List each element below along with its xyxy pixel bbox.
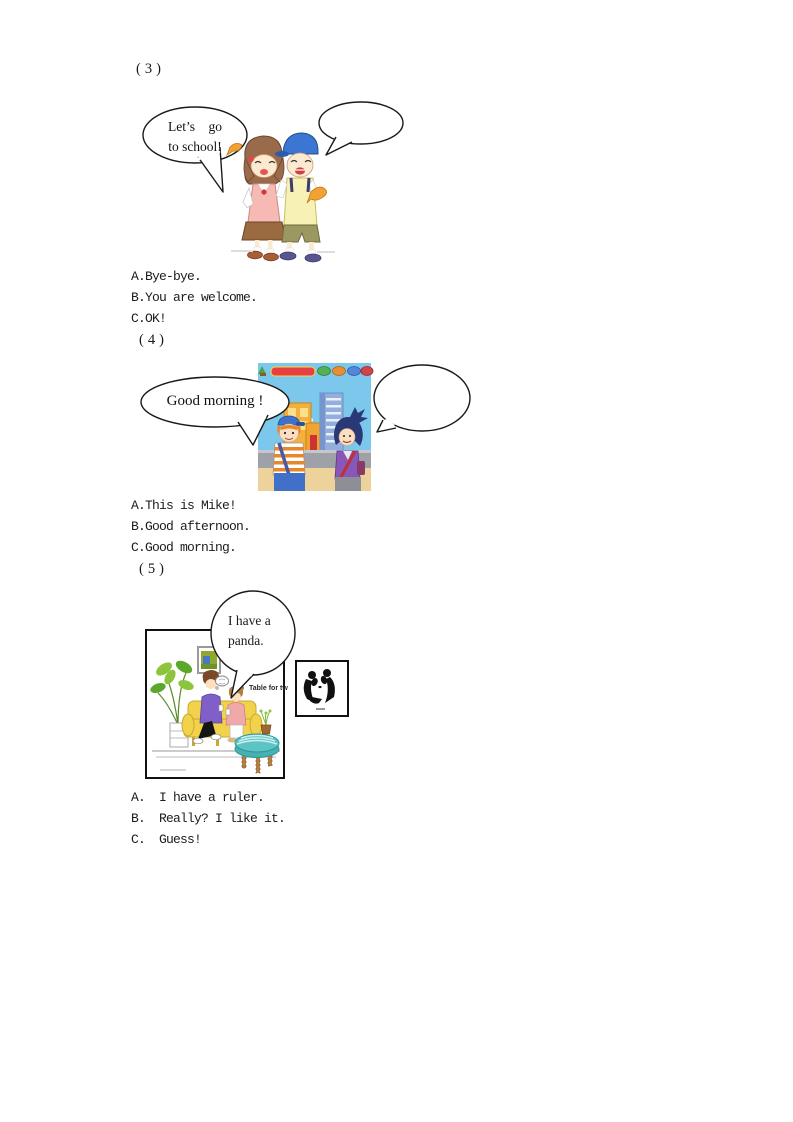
- title-logo: [271, 367, 315, 376]
- bubble-line-2: to school!: [168, 139, 222, 154]
- question-5-figure: [140, 585, 355, 785]
- question-5-option-c: C. Guess!: [131, 832, 202, 847]
- question-3-figure: [130, 95, 420, 265]
- watermark: [160, 769, 186, 771]
- question-5-option-a: A. I have a ruler.: [131, 790, 265, 805]
- question-3-bubble-text: [143, 117, 247, 157]
- question-4-option-a: A.This is Mike!: [131, 498, 237, 513]
- question-5-option-b: B. Really? I like it.: [131, 811, 286, 826]
- watermark: [231, 250, 253, 252]
- bubble-line-1: Let’s go: [168, 119, 222, 134]
- question-4-option-c: C.Good morning.: [131, 540, 237, 555]
- cartoon-boy: [273, 416, 305, 491]
- bubble-line-1: Good morning !: [166, 393, 264, 409]
- question-5-number: (5): [139, 561, 168, 577]
- hair-bow: [248, 156, 254, 162]
- street-scene: [258, 363, 373, 491]
- question-3-options: [131, 266, 257, 329]
- question-3-number: (3): [136, 61, 165, 77]
- menu-oval-green: [318, 367, 331, 376]
- question-4-bubble-text: [141, 391, 289, 411]
- question-4-option-b: B.Good afternoon.: [131, 519, 251, 534]
- question-4-figure: [130, 360, 480, 495]
- watermark: [317, 251, 335, 253]
- shoulder-bag: [357, 461, 365, 475]
- question-3-option-c: C.OK!: [131, 311, 167, 326]
- menu-oval-red: [361, 367, 373, 376]
- bubble-line-2: panda.: [228, 633, 264, 648]
- question-4-artwork: [130, 360, 480, 495]
- question-3-option-b: B.You are welcome.: [131, 290, 258, 305]
- empty-speech-bubble: [319, 102, 403, 155]
- red-door: [310, 435, 317, 451]
- scene-caption: Table for tw: [249, 685, 288, 692]
- question-4-options: [131, 495, 250, 558]
- question-5-options: [131, 787, 285, 850]
- empty-speech-bubble: [374, 365, 470, 432]
- blue-cap: [283, 133, 318, 154]
- question-3-option-a: A.Bye-bye.: [131, 269, 202, 284]
- bubble-line-1: I have a: [228, 613, 271, 628]
- menu-oval-blue: [348, 367, 361, 376]
- question-4-number: (4): [139, 332, 168, 348]
- menu-oval-orange: [333, 367, 346, 376]
- question-5-bubble-text: [228, 611, 298, 651]
- panda-logo: [296, 661, 348, 716]
- logo-text: [316, 708, 325, 710]
